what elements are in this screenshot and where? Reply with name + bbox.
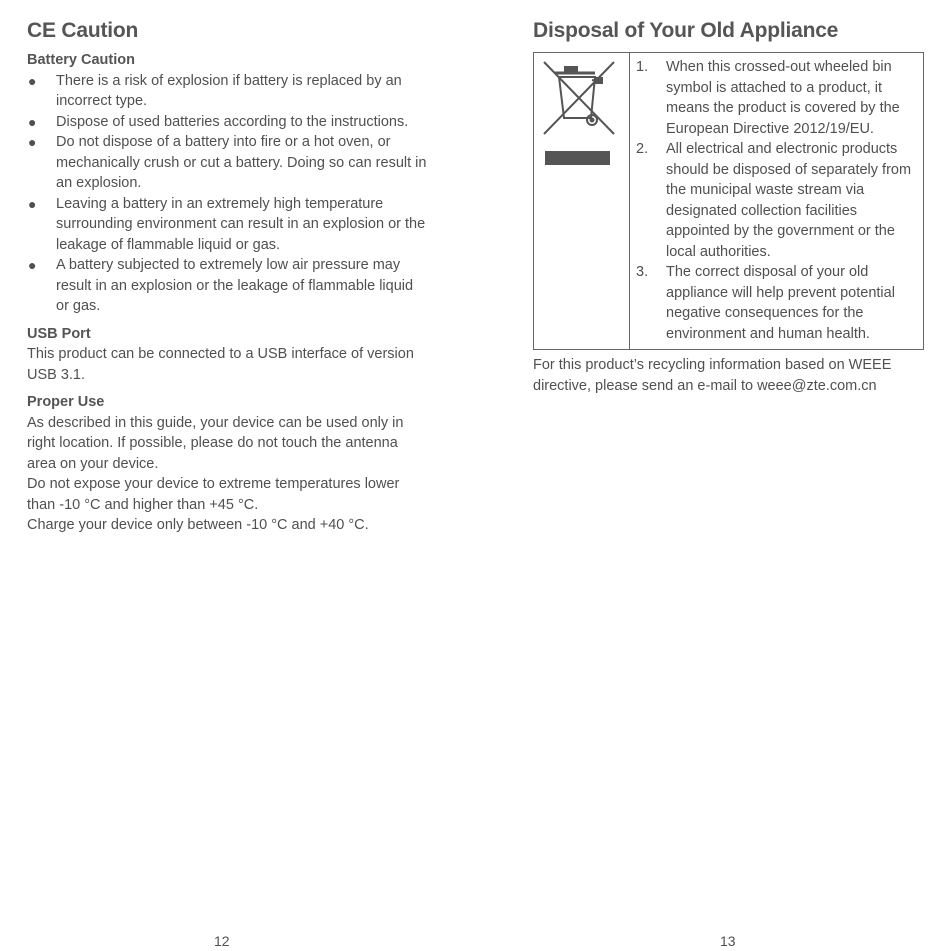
list-item: 1. When this crossed-out wheeled bin symbol is attached to a product, it means the product is covered by the European Directive 2012/19/EU.	[636, 59, 900, 137]
battery-caution-list	[27, 71, 427, 317]
list-item: 3. The correct disposal of your old appliance will help prevent potential negative consequences for the environment and human health.	[636, 264, 895, 342]
list-item: ● A battery subjected to extremely low air pressure may result in an explosion or the leakage of flammable liquid or gas.	[28, 257, 414, 314]
weee-list	[636, 57, 923, 344]
list-item: ● There is a risk of explosion if battery is replaced by an incorrect type.	[28, 72, 402, 109]
usb-port-section	[27, 324, 427, 386]
proper-use-text: Charge your device only between -10 °C and +40 °C.	[27, 517, 369, 533]
left-page	[27, 0, 427, 951]
proper-use-section	[27, 392, 427, 536]
bin-underline-bar	[545, 151, 610, 165]
usb-port-text: This product can be connected to a USB interface of version USB 3.1.	[27, 346, 414, 383]
list-item: 2. All electrical and electronic products should be disposed of separately from the municipal waste stream via designated collection facilities appointed by the government or the local authorities.	[636, 141, 912, 260]
disposal-title: Disposal of Your Old Appliance	[533, 19, 839, 42]
weee-recycling-note: For this product’s recycling information based on WEEE directive, please send an e-mail to weee@zte.com.cn	[533, 357, 892, 394]
crossed-out-wheeled-bin-icon	[542, 60, 616, 138]
list-item: ● Do not dispose of a battery into fire or a hot oven, or mechanically crush or cut a battery. Doing so can result in an explosion.	[28, 134, 427, 191]
weee-table	[533, 52, 924, 350]
list-item: ● Dispose of used batteries according to the instructions.	[28, 113, 409, 130]
battery-caution-heading: Battery Caution	[27, 52, 135, 68]
weee-list-cell	[630, 53, 923, 349]
list-item: ● Leaving a battery in an extremely high temperature surrounding environment can result in an explosion or the leakage of flammable liquid or gas.	[28, 195, 426, 253]
usb-port-heading: USB Port	[27, 325, 91, 342]
page-number-right: 13	[720, 933, 736, 949]
proper-use-heading: Proper Use	[27, 394, 105, 410]
page-number-left: 12	[214, 933, 230, 949]
right-page	[533, 0, 925, 951]
weee-icon-cell	[534, 53, 630, 349]
proper-use-text: Do not expose your device to extreme temperatures lower than -10 °C and higher than +45 °C.	[27, 476, 400, 513]
ce-caution-title: CE Caution	[27, 19, 139, 42]
proper-use-text: As described in this guide, your device can be used only in right location. If possible, please do not touch the antenna area on your device.	[27, 414, 404, 472]
